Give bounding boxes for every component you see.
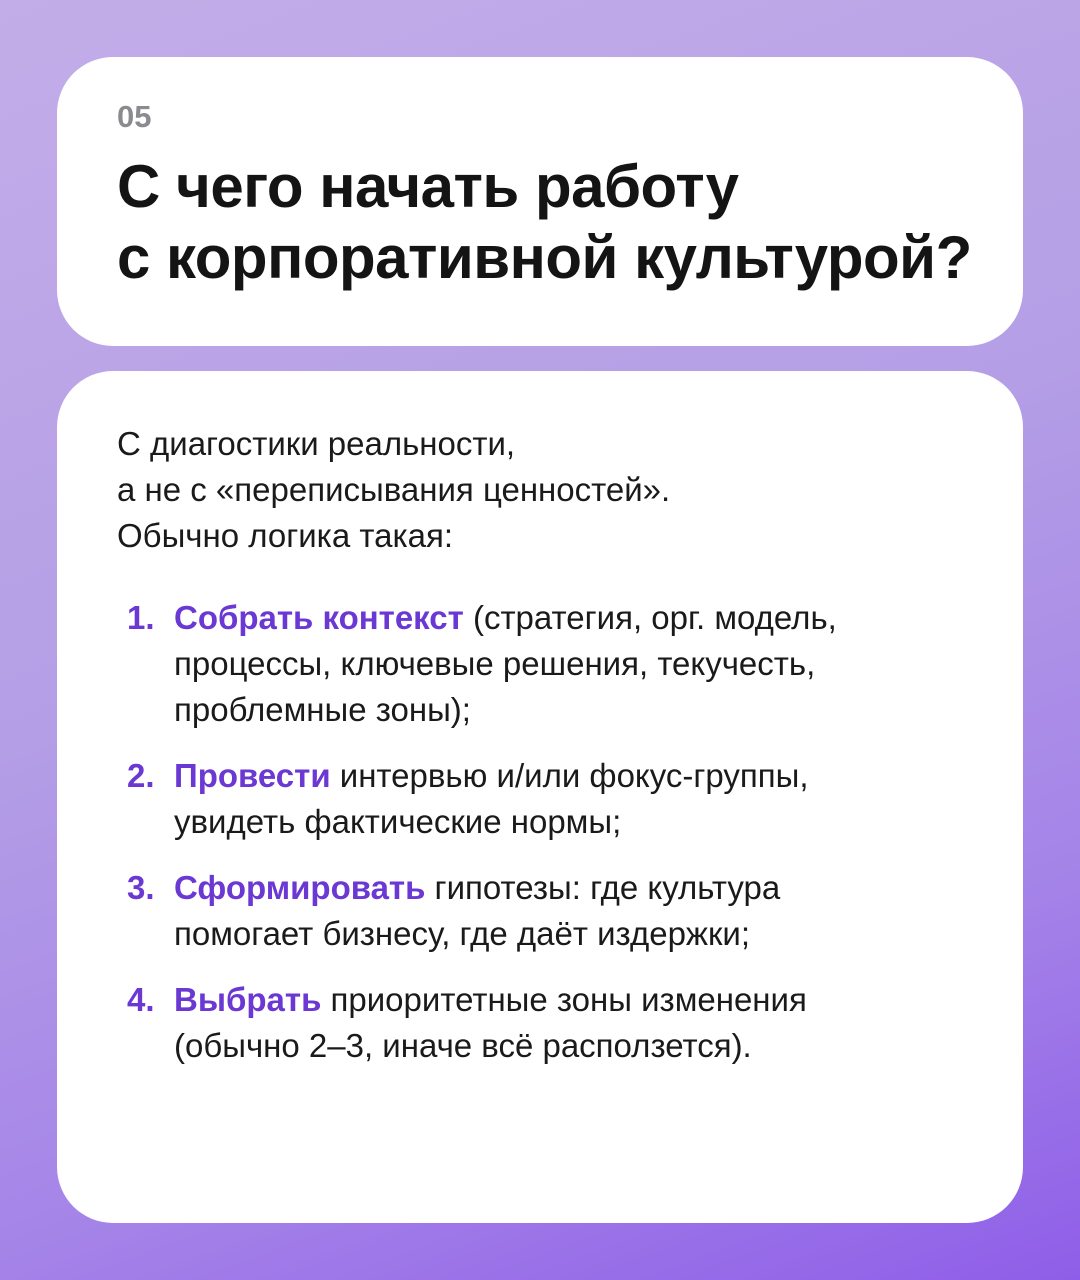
step-number: 2.	[127, 757, 155, 794]
step-number: 4.	[127, 981, 155, 1018]
step-keyword: Выбрать	[174, 981, 322, 1018]
list-item	[117, 595, 963, 733]
steps-list	[117, 595, 963, 1069]
step-text: (стратегия, орг. модель,	[463, 599, 837, 636]
step-number: 3.	[127, 869, 155, 906]
list-item	[117, 977, 963, 1069]
step-keyword: Сформировать	[174, 869, 426, 906]
step-text: гипотезы: где культура	[425, 869, 781, 906]
title-card	[57, 57, 1023, 346]
step-line	[174, 977, 963, 1023]
intro-line-2: а не с «переписывания ценностей».	[117, 471, 671, 508]
step-keyword: Провести	[174, 757, 331, 794]
step-line	[174, 595, 963, 641]
content-card	[57, 371, 1023, 1223]
list-item	[117, 865, 963, 957]
step-text: интервью и/или фокус-группы,	[330, 757, 809, 794]
step-line: помогает бизнесу, где даёт издержки;	[174, 915, 751, 952]
title-line-1: С чего начать работу	[117, 153, 739, 220]
intro-line-3: Обычно логика такая:	[117, 517, 454, 554]
step-line	[174, 753, 963, 799]
slide-number: 05	[117, 99, 152, 134]
intro-text	[117, 421, 963, 559]
step-line: процессы, ключевые решения, текучесть,	[174, 645, 816, 682]
list-item	[117, 753, 963, 845]
step-line	[174, 865, 963, 911]
page-title	[117, 151, 972, 293]
step-line: проблемные зоны);	[174, 691, 471, 728]
step-line: увидеть фактические нормы;	[174, 803, 622, 840]
step-line: (обычно 2–3, иначе всё расползется).	[174, 1027, 752, 1064]
title-line-2: с корпоративной культурой?	[117, 224, 972, 291]
step-text: приоритетные зоны изменения	[321, 981, 807, 1018]
intro-line-1: С диагостики реальности,	[117, 425, 516, 462]
step-number: 1.	[127, 599, 155, 636]
step-keyword: Собрать контекст	[174, 599, 464, 636]
